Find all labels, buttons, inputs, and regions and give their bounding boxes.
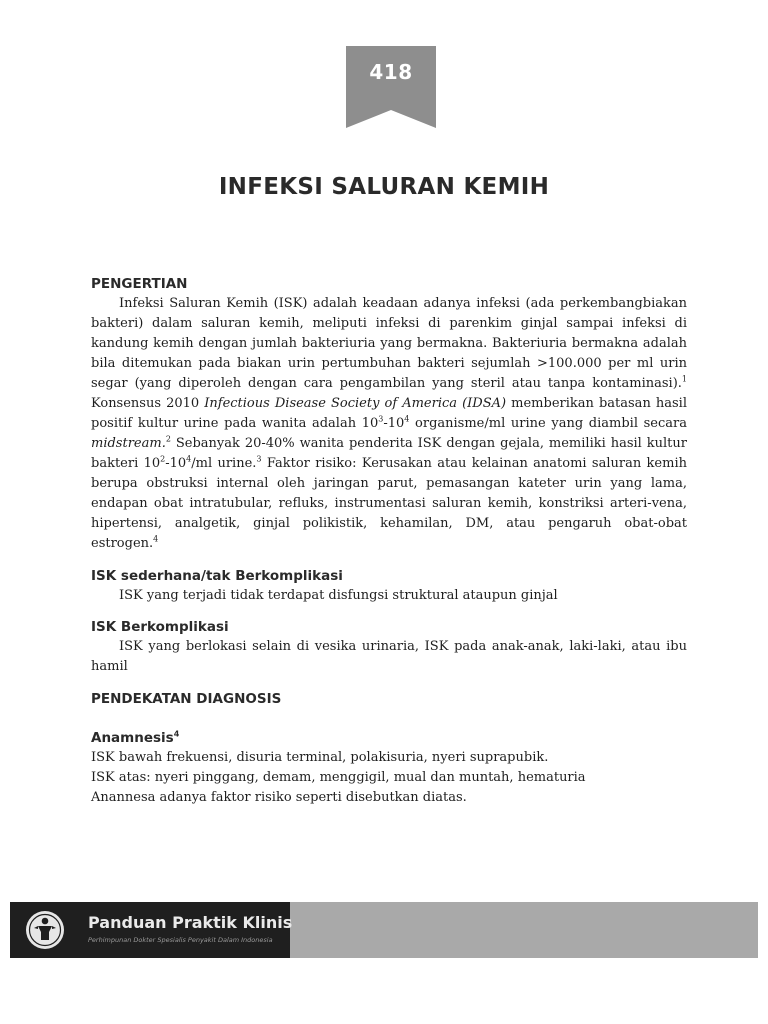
idsa-name: Infectious Disease Society of America (IDSA) xyxy=(204,396,507,411)
range-dash-1: -10 xyxy=(383,416,405,431)
midstream-term: midstream. xyxy=(91,436,166,451)
pengertian-sentence-3b: /ml urine. xyxy=(191,456,257,471)
footer-title: Panduan Praktik Klinis xyxy=(88,913,293,932)
exponent-2: 4 xyxy=(404,414,410,424)
footer-subtitle: Perhimpunan Dokter Spesialis Penyakit Dalam Indonesia xyxy=(88,936,273,944)
exponent-3: 2 xyxy=(160,454,166,464)
reference-3: 3 xyxy=(256,454,262,464)
anamnesis-line: Anannesa adanya faktor risiko seperti disebutkan diatas. xyxy=(91,790,467,805)
page-title: INFEKSI SALURAN KEMIH xyxy=(218,174,550,200)
isk-berkomplikasi-heading: ISK Berkomplikasi xyxy=(91,619,229,635)
anamnesis-heading xyxy=(91,728,687,748)
pengertian-sentence-2c: organisme/ml urine yang diambil secara xyxy=(409,416,687,431)
pengertian-paragraph xyxy=(91,294,687,554)
pengertian-sentence-1: Infeksi Saluran Kemih (ISK) adalah keadaan adanya infeksi (ada perkembangbiakan bakteri) dalam saluran kemih, meliputi infeksi di parenkim ginjal sampai infeksi di kandung kemih dengan jumlah bakteriuria yang bermakna. Bakteriuria bermakna adalah bila ditemukan pada biakan urin pertumbuhan bakteri sejumlah >100.000 per ml urin segar (yang diperoleh dengan cara pengambilan yang steril atau tanpa kontaminasi). xyxy=(91,296,687,391)
isk-berkomplikasi-text: ISK yang berlokasi selain di vesika urinaria, ISK pada anak-anak, laki-laki, atau ibu hamil xyxy=(91,639,687,674)
isk-sederhana-text: ISK yang terjadi tidak terdapat disfungsi struktural ataupun ginjal xyxy=(119,588,558,603)
pengertian-heading: PENGERTIAN xyxy=(91,276,188,292)
organization-logo-icon xyxy=(24,909,66,951)
isk-sederhana-heading: ISK sederhana/tak Berkomplikasi xyxy=(91,568,343,584)
pengertian-sentence-2b: memberikan batasan hasil positif kultur urine pada wanita adalah 10 xyxy=(91,396,687,431)
reference-2: 2 xyxy=(165,434,171,444)
footer-banner xyxy=(10,902,758,958)
page-number-tab xyxy=(346,46,436,128)
reference-1: 1 xyxy=(681,374,687,384)
anamnesis-line: ISK atas: nyeri pinggang, demam, menggigil, mual dan muntah, hematuria xyxy=(91,770,586,785)
exponent-4: 4 xyxy=(186,454,192,464)
main-content xyxy=(91,274,687,808)
pengertian-sentence-2a: Konsensus 2010 xyxy=(91,396,205,411)
range-dash-2: -10 xyxy=(165,456,187,471)
exponent-1: 3 xyxy=(378,414,384,424)
footer-light-panel xyxy=(290,902,758,958)
pengertian-sentence-3a: Sebanyak 20-40% wanita penderita ISK dengan gejala, memiliki hasil kultur bakteri 10 xyxy=(91,436,687,471)
anamnesis-reference: 4 xyxy=(173,729,180,739)
anamnesis-heading-text: Anamnesis xyxy=(91,730,174,746)
reference-4: 4 xyxy=(153,534,159,544)
pengertian-sentence-4: Faktor risiko: Kerusakan atau kelainan anatomi saluran kemih berupa obstruksi internal oleh jaringan parut, pemasangan kateter urin yang lama, endapan obat intratubular, refluks, instrumentasi saluran kemih, konstriksi arteri-vena, hipertensi, analgetik, ginjal polikistik, kehamilan, DM, atau pengaruh obat-obat estrogen. xyxy=(91,456,687,551)
anamnesis-line: ISK bawah frekuensi, disuria terminal, polakisuria, nyeri suprapubik. xyxy=(91,750,549,765)
pendekatan-diagnosis-heading: PENDEKATAN DIAGNOSIS xyxy=(91,691,282,707)
page-number: 418 xyxy=(369,60,413,84)
